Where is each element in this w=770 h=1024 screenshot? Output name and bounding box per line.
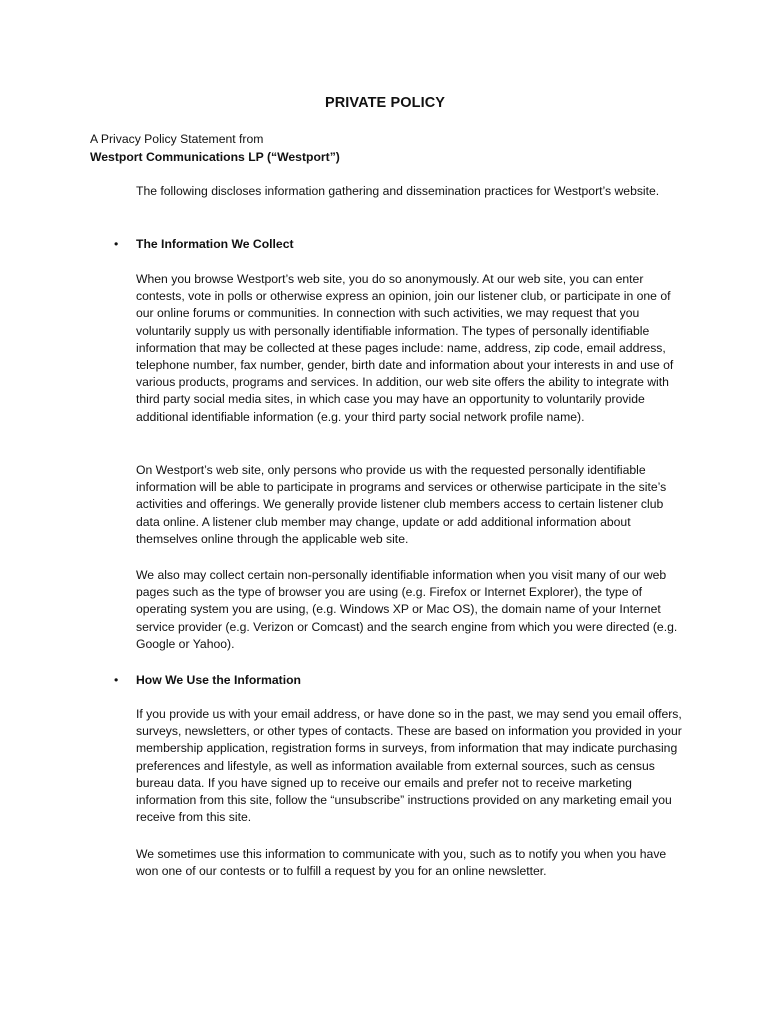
intro-line: A Privacy Policy Statement from xyxy=(90,132,264,146)
section-heading-information-collect xyxy=(114,236,294,254)
page-title: PRIVATE POLICY xyxy=(324,95,446,111)
intro-block xyxy=(90,131,340,166)
paragraph: On Westport’s web site, only persons who provide us with the requested personally identifiable information will be able to participate in programs and services or otherwise participate in the site’s activities and offerings. We generally provide listener club members access to certain listener club data online. A listener club member may change, update or add additional information about themselves online through the applicable web site. xyxy=(136,463,667,546)
section-heading-text: The Information We Collect xyxy=(136,237,294,251)
bullet-icon: • xyxy=(114,673,119,687)
section-heading-use-information xyxy=(114,672,301,690)
section-heading-text: How We Use the Information xyxy=(136,673,301,687)
company-line: Westport Communications LP (“Westport”) xyxy=(90,149,340,164)
paragraph: We also may collect certain non-personally identifiable information when you visit many of our web pages such as the type of browser you are using (e.g. Firefox or Internet Explorer), the type of operating system you are using, (e.g. Windows XP or Mac OS), the domain name of your Internet service provider (e.g. Verizon or Comcast) and the search engine from which you were directed (e.g. Google or Yahoo). xyxy=(136,568,678,651)
paragraph: If you provide us with your email address, or have done so in the past, we may send you email offers, surveys, newsletters, or other types of contacts. These are based on information you provided in your membership application, registration forms in surveys, from information that may indicate purchasing preferences and lifestyle, as well as information available from external sources, such as census bureau data. If you have signed up to receive our emails and prefer not to receive marketing information from this site, follow the “unsubscribe” instructions provided on any marketing email you receive from this site. xyxy=(136,707,682,825)
paragraph: We sometimes use this information to communicate with you, such as to notify you when you have won one of our contests or to fulfill a request by you for an online newsletter. xyxy=(136,847,667,879)
bullet-icon: • xyxy=(114,237,119,251)
paragraph: When you browse Westport’s web site, you do so anonymously. At our web site, you can enter contests, vote in polls or otherwise express an opinion, join our listener club, or participate in one of our online forums or communities. In connection with such activities, we may request that you voluntarily supply us with personally identifiable information. The types of personally identifiable information that may be collected at these pages include: name, address, zip code, email address, telephone number, fax number, gender, birth date and information about your interests in and use of various products, programs and services. In addition, our web site offers the ability to integrate with third party social media sites, in which case you may have an opportunity to voluntarily provide additional identifiable information (e.g. your third party social network profile name). xyxy=(136,272,674,424)
lead-paragraph: The following discloses information gathering and dissemination practices for Westport’s website. xyxy=(136,184,660,198)
